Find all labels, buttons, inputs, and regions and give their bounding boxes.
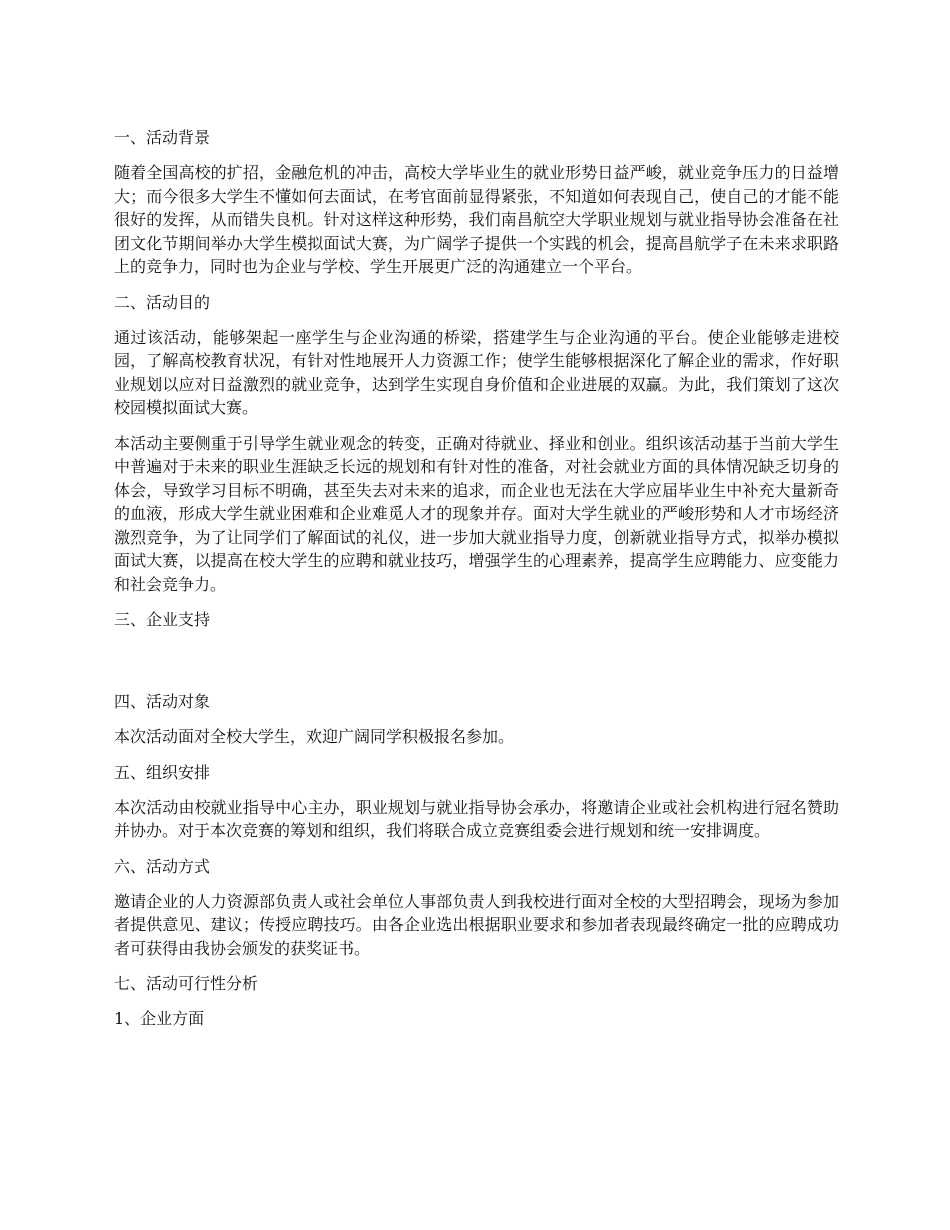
purpose-paragraph-2: 本活动主要侧重于引导学生就业观念的转变，正确对待就业、择业和创业。组织该活动基于当前大学生中普遍对于未来的职业生涯缺乏长远的规划和有针对性的准备，对社会就业方面的具体情况缺乏切身的体会，导致学习目标不明确，甚至失去对未来的追求，而企业也无法在大学应届毕业生中补充大量新奇的血液，形成大学生就业困难和企业难觅人才的现象并存。面对大学生就业的严峻形势和人才市场经济激烈竞争，为了让同学们了解面试的礼仪，进一步加大就业指导力度，创新就业指导方式，拟举办模拟面试大赛，以提高在校大学生的应聘和就业技巧，增强学生的心理素养，提高学生应聘能力、应变能力和社会竞争力。 xyxy=(114,433,839,594)
target-paragraph: 本次活动面对全校大学生，欢迎广阔同学积极报名参加。 xyxy=(114,727,515,746)
section-heading-target: 四、活动对象 xyxy=(114,692,211,711)
section-heading-feasibility: 七、活动可行性分析 xyxy=(114,974,259,993)
section-heading-background: 一、活动背景 xyxy=(114,128,211,147)
background-paragraph: 随着全国高校的扩招，金融危机的冲击，高校大学毕业生的就业形势日益严峻，就业竞争压力的日益增大；而今很多大学生不懂如何去面试，在考官面前显得紧张，不知道如何表现自己，使自己的才能不能很好的发挥，从而错失良机。针对这样这种形势，我们南昌航空大学职业规划与就业指导协会准备在社团文化节期间举办大学生模拟面试大赛，为广阔学子提供一个实践的机会，提高昌航学子在未来求职路上的竞争力，同时也为企业与学校、学生开展更广泛的沟通建立一个平台。 xyxy=(114,163,839,276)
section-heading-method: 六、活动方式 xyxy=(114,856,211,876)
section-heading-purpose: 二、活动目的 xyxy=(114,292,211,312)
section-heading-organization: 五、组织安排 xyxy=(114,762,211,782)
method-paragraph: 邀请企业的人力资源部负责人或社会单位人事部负责人到我校进行面对全校的大型招聘会，现场为参加者提供意见、建议；传授应聘技巧。由各企业选出根据职业要求和参加者表现最终确定一批的应聘成功者可获得由我协会颁发的获奖证书。 xyxy=(114,891,839,958)
document-page xyxy=(114,126,839,1042)
organization-paragraph: 本次活动由校就业指导中心主办，职业规划与就业指导协会承办，将邀请企业或社会机构进行冠名赞助并协办。对于本次竞赛的筹划和组织，我们将联合成立竞赛组委会进行规划和统一安排调度。 xyxy=(114,797,839,840)
purpose-paragraph-1: 通过该活动，能够架起一座学生与企业沟通的桥梁，搭建学生与企业沟通的平台。使企业能够走进校园，了解高校教育状况，有针对性地展开人力资源工作；使学生能够根据深化了解企业的需求，作好职业规划以应对日益激烈的就业竞争，达到学生实现自身价值和企业进展的双赢。为此，我们策划了这次校园模拟面试大赛。 xyxy=(114,327,839,417)
section-heading-support: 三、企业支持 xyxy=(114,610,211,629)
subsection-heading-enterprise: 1、企业方面 xyxy=(114,1009,205,1028)
blank-space xyxy=(114,643,839,690)
